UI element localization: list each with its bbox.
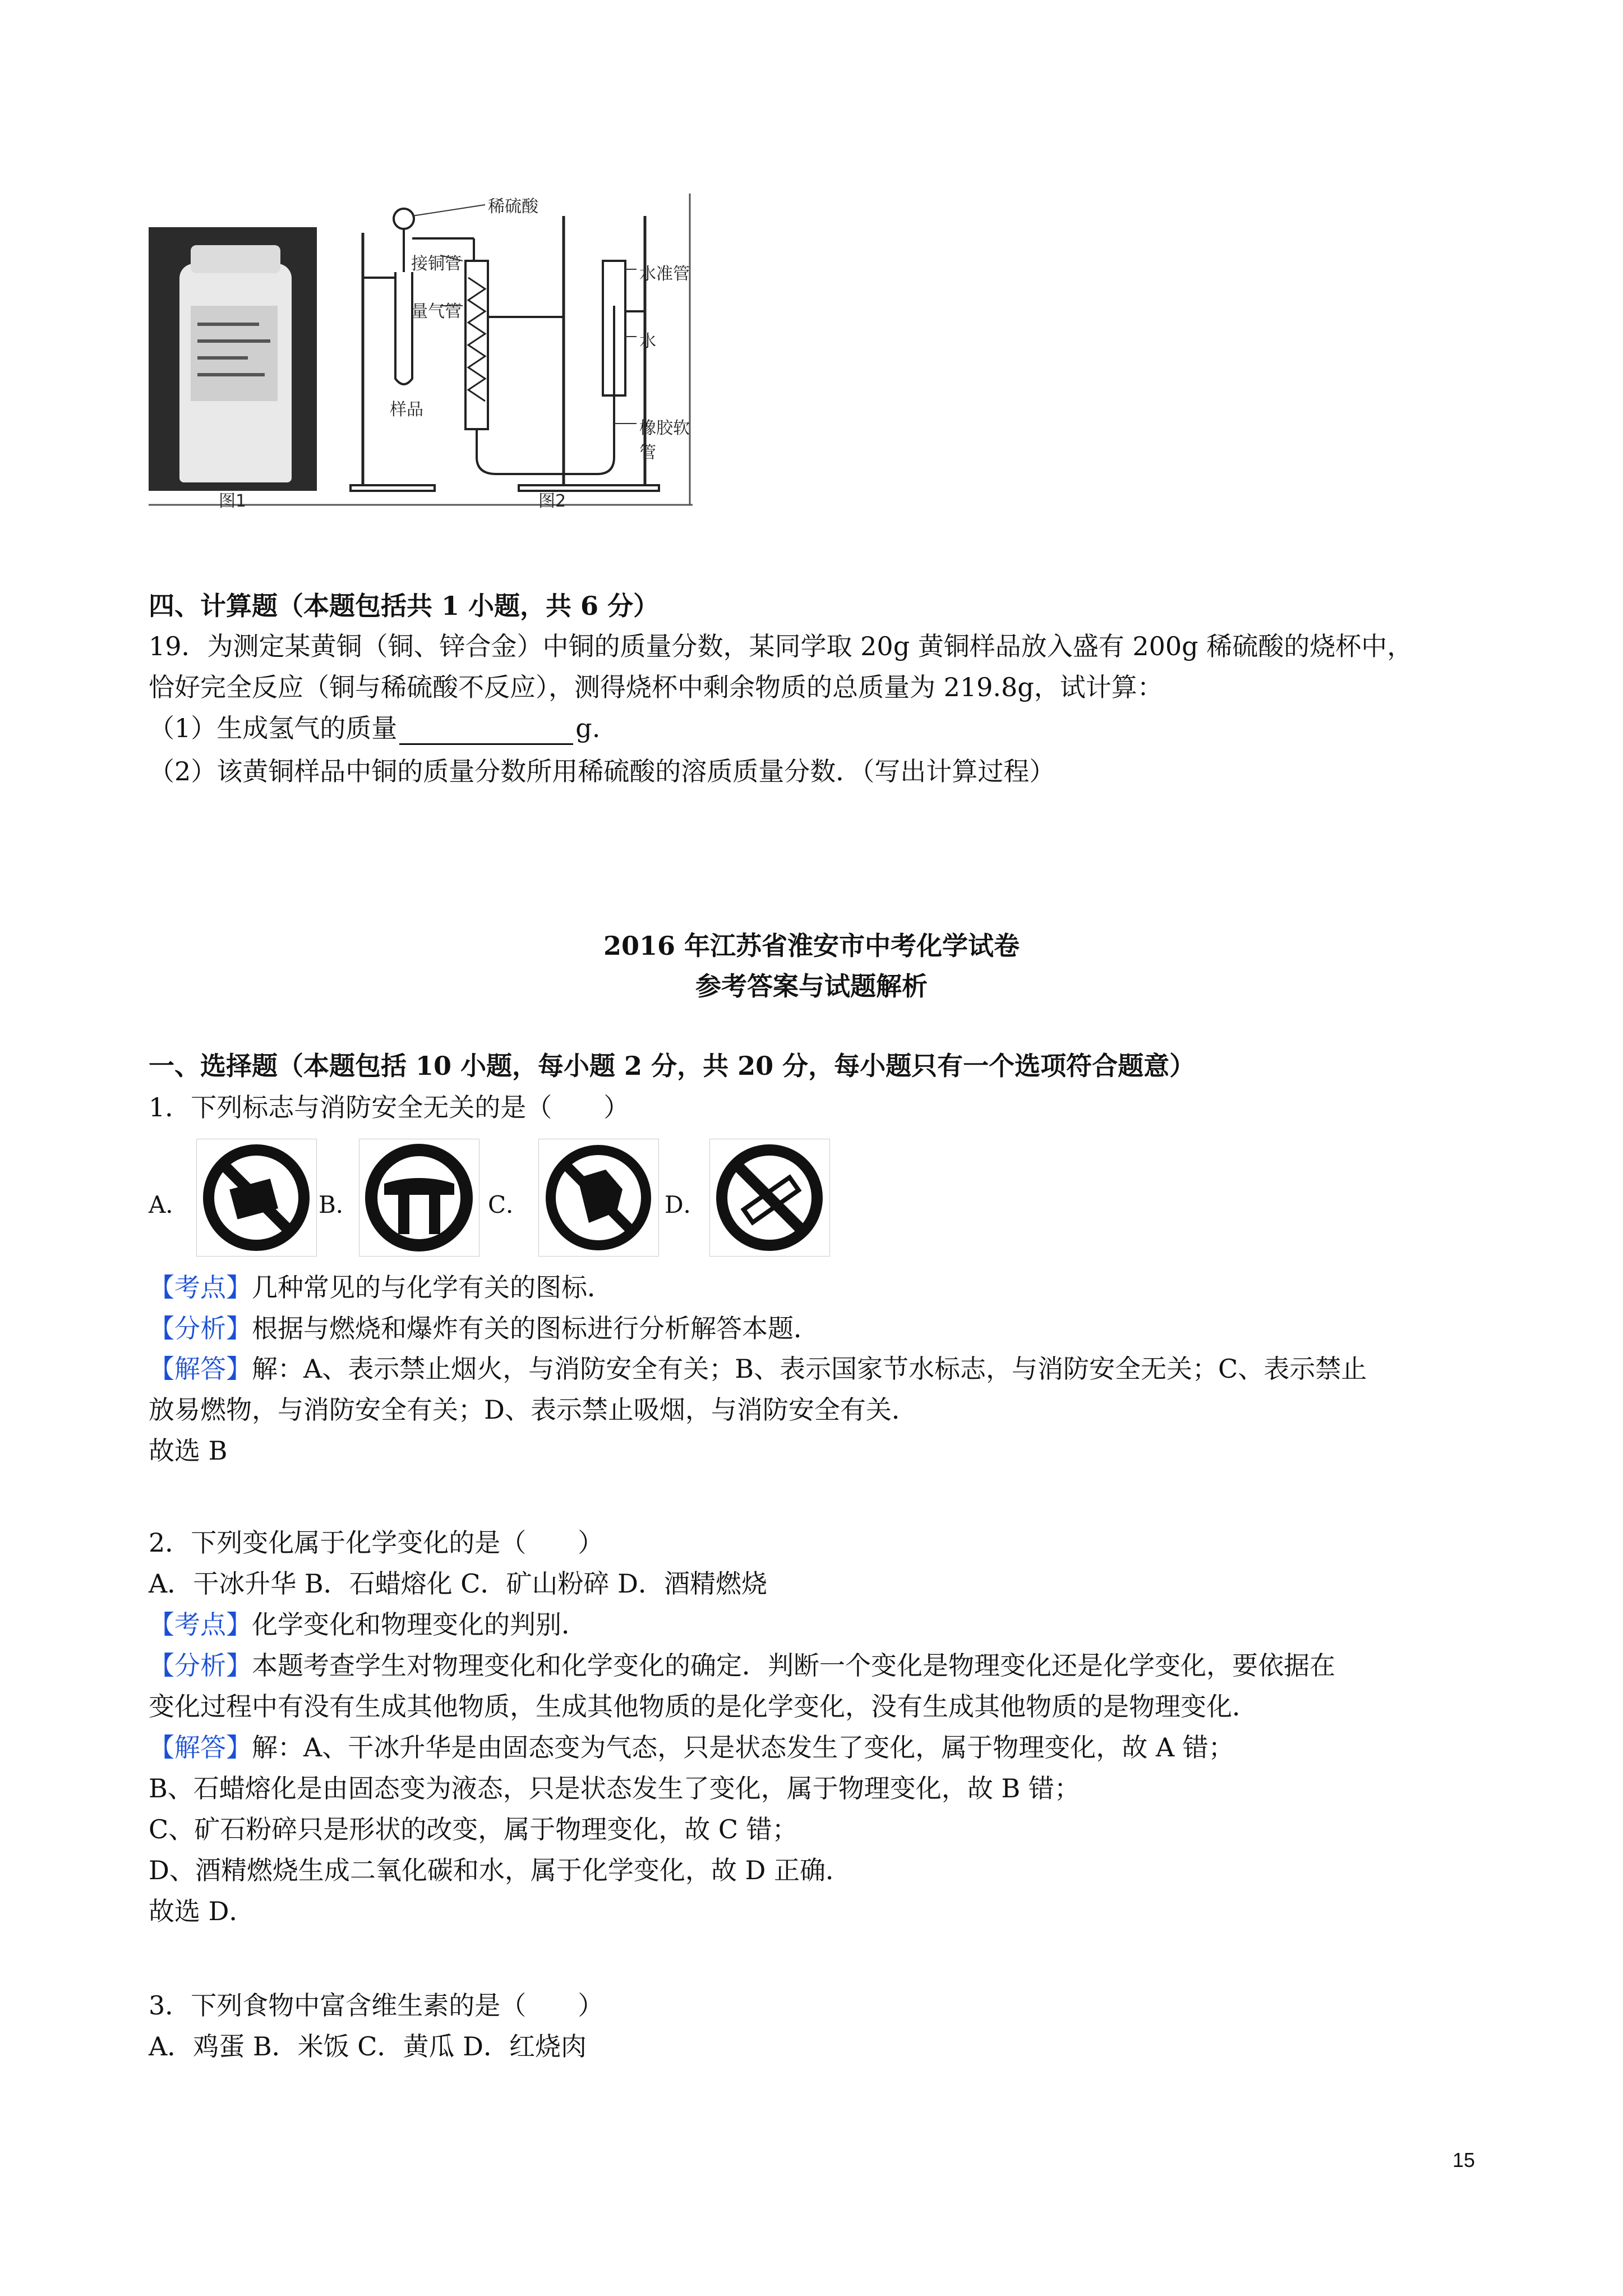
kaodian-tag: 【考点】 [149, 1272, 252, 1303]
kaodian-tag: 【考点】 [149, 1609, 252, 1640]
q19-line1: 19．为测定某黄铜（铜、锌合金）中铜的质量分数，某同学取 20g 黄铜样品放入盛有 200g 稀硫酸的烧杯中， [149, 631, 1413, 661]
q19-sub1-suffix: g. [575, 713, 601, 743]
jieda-tag: 【解答】 [149, 1732, 252, 1763]
label-rubber-tube: 橡胶软管 [639, 418, 690, 463]
answer-blank[interactable] [399, 719, 573, 745]
q1-kaodian [149, 1271, 613, 1304]
label-burette: 量气管 [411, 302, 462, 321]
figure-caption-1: 图1 [219, 491, 247, 511]
no-flammables-sign-icon [538, 1139, 659, 1257]
q1-kaodian-text: 几种常见的与化学有关的图标． [252, 1272, 613, 1303]
q2-jieda-line4: D、酒精燃烧生成二氧化碳和水，属于化学变化，故 D 正确． [149, 1855, 852, 1885]
q3-options: A．鸡蛋 B．米饭 C．黄瓜 D．红烧肉 [149, 2031, 587, 2062]
answer-title: 2016 年江苏省淮安市中考化学试卷 [603, 931, 1020, 961]
water-saving-sign-icon [359, 1139, 479, 1257]
section1-heading: 一、选择题（本题包括 10 小题，每小题 2 分，共 20 分，每小题只有一个选项符合题意） [149, 1051, 1196, 1081]
q1-fenxi [149, 1312, 819, 1345]
q2-jieda-line2: B、石蜡熔化是由固态变为液态，只是状态发生了变化，属于物理变化，故 B 错； [149, 1773, 1080, 1803]
q2-kaodian [149, 1608, 587, 1641]
q2-fenxi-line2: 变化过程中有没有生成其他物质，生成其他物质的是化学变化，没有生成其他物质的是物理变化． [149, 1691, 1258, 1722]
q19-line2: 恰好完全反应（铜与稀硫酸不反应），测得烧杯中剩余物质的总质量为 219.8g，试计算： [149, 672, 1163, 702]
q2-kaodian-text: 化学变化和物理变化的判别． [252, 1609, 587, 1640]
figure-block [149, 194, 693, 511]
q19-sub1 [149, 711, 600, 745]
q1-fenxi-text: 根据与燃烧和爆炸有关的图标进行分析解答本题． [252, 1313, 819, 1343]
q1-option-a-label: A． [149, 1191, 190, 1218]
q2-jieda [149, 1731, 1234, 1764]
section4-heading: 四、计算题（本题包括共 1 小题，共 6 分） [149, 591, 660, 621]
q2-fenxi-line1: 本题考查学生对物理变化和化学变化的确定．判断一个变化是物理变化还是化学变化，要依据在 [252, 1650, 1335, 1681]
label-water: 水 [639, 332, 656, 351]
q2-fenxi [149, 1649, 1335, 1682]
no-smoking-sign-icon [709, 1139, 830, 1257]
q3-stem: 3．下列食物中富含维生素的是（ ） [149, 1990, 604, 2021]
q2-answer: 故选 D． [149, 1896, 255, 1926]
q2-jieda-line3: C、矿石粉碎只是形状的改变，属于物理变化，故 C 错； [149, 1814, 798, 1844]
q1-jieda [149, 1352, 1367, 1386]
label-leveling-tube: 水准管 [639, 264, 690, 284]
q1-answer: 故选 B [149, 1435, 228, 1466]
q2-jieda-line1: 解：A、干冰升华是由固态变为气态，只是状态发生了变化，属于物理变化，故 A 错； [252, 1732, 1234, 1763]
q2-stem: 2．下列变化属于化学变化的是（ ） [149, 1527, 604, 1558]
label-sample: 样品 [390, 400, 423, 420]
q19-sub2: （2）该黄铜样品中铜的质量分数所用稀硫酸的溶质质量分数．（写出计算过程） [149, 756, 1055, 786]
jieda-tag: 【解答】 [149, 1354, 252, 1384]
q1-option-b-label: B． [319, 1191, 359, 1218]
answer-subtitle: 参考答案与试题解析 [695, 971, 928, 1001]
label-connector: 接铜管 [411, 254, 462, 274]
fenxi-tag: 【分析】 [149, 1313, 252, 1343]
fenxi-tag: 【分析】 [149, 1650, 252, 1681]
q2-options: A．干冰升华 B．石蜡熔化 C．矿山粉碎 D．酒精燃烧 [149, 1568, 767, 1599]
q19-sub1-prefix: （1）生成氢气的质量 [149, 713, 398, 743]
figure-caption-2: 图2 [538, 491, 566, 511]
page-number: 15 [1453, 2148, 1476, 2171]
q1-jieda-line1: 解：A、表示禁止烟火，与消防安全有关；B、表示国家节水标志，与消防安全无关；C、表示禁止 [252, 1354, 1367, 1384]
label-dilute-acid: 稀硫酸 [488, 197, 538, 217]
apparatus-diagram [149, 194, 693, 508]
no-fire-sign-icon [196, 1139, 317, 1257]
q1-option-c-label: C． [488, 1191, 530, 1218]
q1-stem: 1．下列标志与消防安全无关的是（ ） [149, 1092, 630, 1122]
q1-option-d-label: D． [665, 1191, 707, 1218]
q1-jieda-line2: 放易燃物，与消防安全有关；D、表示禁止吸烟，与消防安全有关． [149, 1395, 917, 1425]
